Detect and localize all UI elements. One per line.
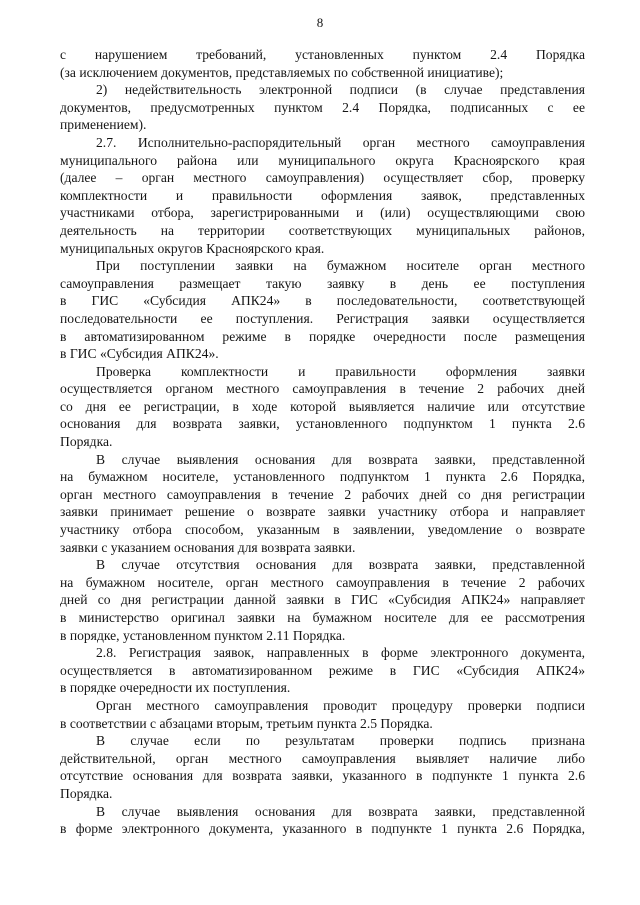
text-line: самоуправления размещает такую заявку в день ее поступления — [60, 275, 585, 291]
text-line: дней со дня регистрации данной заявки в ГИС «Субсидия АПК24» направляет — [60, 592, 585, 608]
text-line: действительной, орган местного самоуправления выявляет наличие либо — [60, 750, 585, 766]
text-line: последовательности ее поступления. Регистрация заявки осуществляется — [60, 310, 585, 326]
text-line: в соответствии с абзацами вторым, третьим пункта 2.5 Порядка. — [60, 715, 433, 731]
text-line: Проверка комплектности и правильности оформления заявки — [96, 363, 585, 379]
text-line: основания для возврата заявки, установленного подпунктом 1 пункта 2.6 — [60, 416, 585, 432]
text-line: комплектности и правильности оформления заявок, представленных — [60, 187, 585, 203]
text-line: орган местного самоуправления в течение 2 рабочих дней со дня регистрации — [60, 486, 585, 502]
text-line: муниципальных округов Красноярского края. — [60, 240, 325, 256]
text-line: (далее – орган местного самоуправления) осуществляет сбор, проверку — [60, 170, 585, 186]
text-line: Порядка. — [60, 785, 113, 801]
text-line: (за исключением документов, представляемых по собственной инициативе); — [60, 64, 504, 80]
text-line: заявки принимает решение о возврате заявки участнику отбора и направляет — [60, 504, 585, 520]
text-line: в ГИС «Субсидия АПК24» в последовательности, соответствующей — [60, 293, 585, 309]
text-line: на бумажном носителе, орган местного самоуправления в течение 2 рабочих — [60, 574, 585, 590]
text-line: В случае выявления основания для возврата заявки, представленной — [96, 803, 585, 819]
text-line: 2) недействительность электронной подписи (в случае представления — [96, 82, 585, 98]
text-line: участниками отбора, зарегистрированными и (или) осуществляющими свою — [60, 205, 585, 221]
text-line: в министерство оригинал заявки на бумажном носителе для ее рассмотрения — [60, 610, 585, 625]
text-line: отсутствие основания для возврата заявки, указанного в подпункте 1 пункта 2.6 — [60, 768, 585, 784]
text-line: муниципального района или муниципального округа Красноярского края — [60, 152, 585, 168]
text-line: с нарушением требований, установленных пунктом 2.4 Порядка — [60, 47, 585, 62]
text-line: В случае отсутствия основания для возврата заявки, представленной — [96, 557, 585, 573]
text-line: участнику отбора способом, указанным в заявлении, уведомление о возврате — [60, 522, 585, 538]
text-line: При поступлении заявки на бумажном носителе орган местного — [96, 258, 585, 274]
page-number: 8 — [316, 15, 324, 30]
text-line: на бумажном носителе, установленного подпунктом 1 пункта 2.6 Порядка, — [60, 469, 585, 485]
text-line: 2.7. Исполнительно-распорядительный орган местного самоуправления — [96, 134, 585, 150]
text-line: в ГИС «Субсидия АПК24». — [60, 346, 219, 362]
text-line: со дня ее регистрации, в ходе которой выявляется наличие или отсутствие — [60, 398, 585, 414]
text-line: В случае выявления основания для возврата заявки, представленной — [96, 451, 585, 467]
text-line: В случае если по результатам проверки подпись признана — [96, 733, 585, 749]
text-line: 2.8. Регистрация заявок, направленных в форме электронного документа, — [96, 645, 585, 661]
text-line: деятельность на территории соответствующих муниципальных районов, — [60, 222, 585, 238]
text-line: Орган местного самоуправления проводит процедуру проверки подписи — [96, 697, 585, 713]
text-line: Порядка. — [60, 434, 113, 450]
text-line: в автоматизированном режиме в порядке очередности после размещения — [60, 328, 585, 344]
text-line: в порядке очередности их поступления. — [60, 680, 291, 696]
text-line: осуществляется в автоматизированном режиме в ГИС «Субсидия АПК24» — [60, 662, 585, 678]
text-line: документов, предусмотренных пунктом 2.4 Порядка, подписанных с ее — [60, 99, 585, 115]
text-line: заявки с указанием основания для возврата заявки. — [60, 539, 356, 555]
text-line: осуществляется органом местного самоуправления в течение 2 рабочих дней — [60, 381, 585, 397]
text-line: в порядке, установленном пунктом 2.11 Порядка. — [60, 627, 346, 643]
text-line: в форме электронного документа, указанного в подпункте 1 пункта 2.6 Порядка, — [60, 821, 585, 837]
text-line: применением). — [60, 117, 147, 133]
document-body — [60, 46, 585, 838]
